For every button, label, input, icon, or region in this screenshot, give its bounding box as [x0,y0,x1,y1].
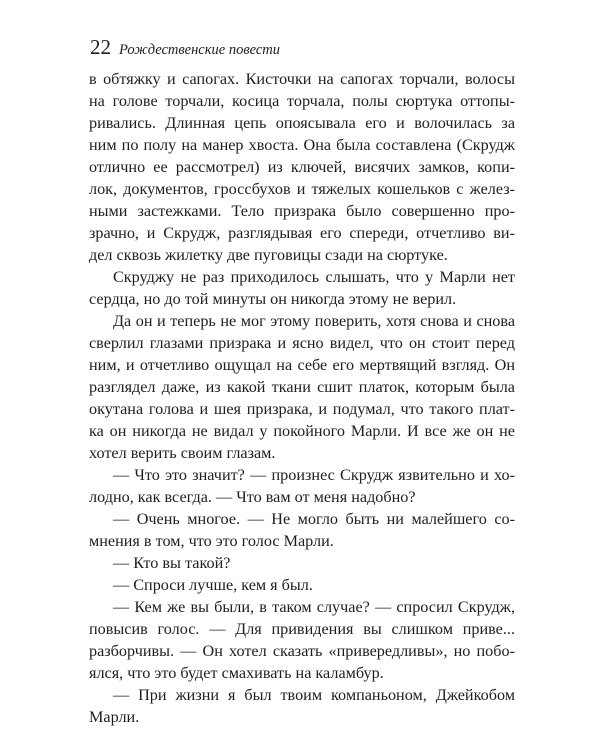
text-line: Скруджу не раз приходилось слышать, что у Марли нет [113,268,515,286]
text-line: ка он никогда не видал у покойного Марли. И все же он не [89,422,515,440]
text-line: — При жизни я был твоим компаньоном, Джейкобом [113,686,515,704]
text-line: сердца, но до той минуты он никогда этому не верил. [89,290,457,308]
text-line: Марли. [89,708,140,726]
text-line: в обтяжку и сапогах. Кисточки на сапогах торчали, волосы [89,70,515,88]
text-line: Да он и теперь не мог этому поверить, хотя снова и снова [113,312,515,330]
text-line: хотел верить своим глазам. [89,444,276,462]
text-line: отлично ее рассмотрел) из ключей, висячих замков, копи- [89,158,515,176]
running-title: Рождественские повести [119,42,281,58]
page-number: 22 [90,35,111,59]
text-line: повысив голос. — Для привидения вы слишком приве... [89,620,515,638]
page-header [90,35,280,60]
text-line: разглядел даже, из какой ткани сшит платок, которым была [89,378,515,396]
text-line: на голове торчали, косица торчала, полы сюртука оттопы- [89,92,515,110]
text-line: лок, документов, гроссбухов и тяжелых кошельков с желез- [89,180,515,198]
text-line: ялся, что это будет смахивать на каламбур. [89,664,384,682]
text-line: — Очень многое. — Не могло быть ни малейшего со- [113,510,515,528]
text-line: ными застежками. Тело призрака было совершенно про- [89,202,515,220]
text-line: сверлил глазами призрака и ясно видел, что он стоит перед [89,334,515,352]
text-line: мнения в том, что это голос Марли. [89,532,334,550]
text-line: зрачно, и Скрудж, разглядывая его спереди, отчетливо ви- [89,224,515,242]
text-line: лодно, как всегда. — Что вам от меня надобно? [89,488,416,506]
text-line: ним, и отчетливо ощущал на себе его мертвящий взгляд. Он [89,356,515,374]
text-line: — Кто вы такой? [113,554,231,572]
text-line: разборчивы. — Он хотел сказать «привередливы», но побо- [89,642,515,660]
text-line: ривались. Длинная цепь опоясывала его и волочилась за [89,114,515,132]
text-line: ним по полу на манер хвоста. Она была составлена (Скрудж [89,136,515,154]
text-line: — Кем же вы были, в таком случае? — спросил Скрудж, [113,598,515,616]
text-line: окутана голова и шея призрака, и подумал, что такого плат- [89,400,515,418]
text-line: — Что это значит? — произнес Скрудж язвительно и хо- [113,466,515,484]
text-line: — Спроси лучше, кем я был. [113,576,313,594]
text-line: дел сквозь жилетку две пуговицы сзади на сюртуке. [89,246,448,264]
